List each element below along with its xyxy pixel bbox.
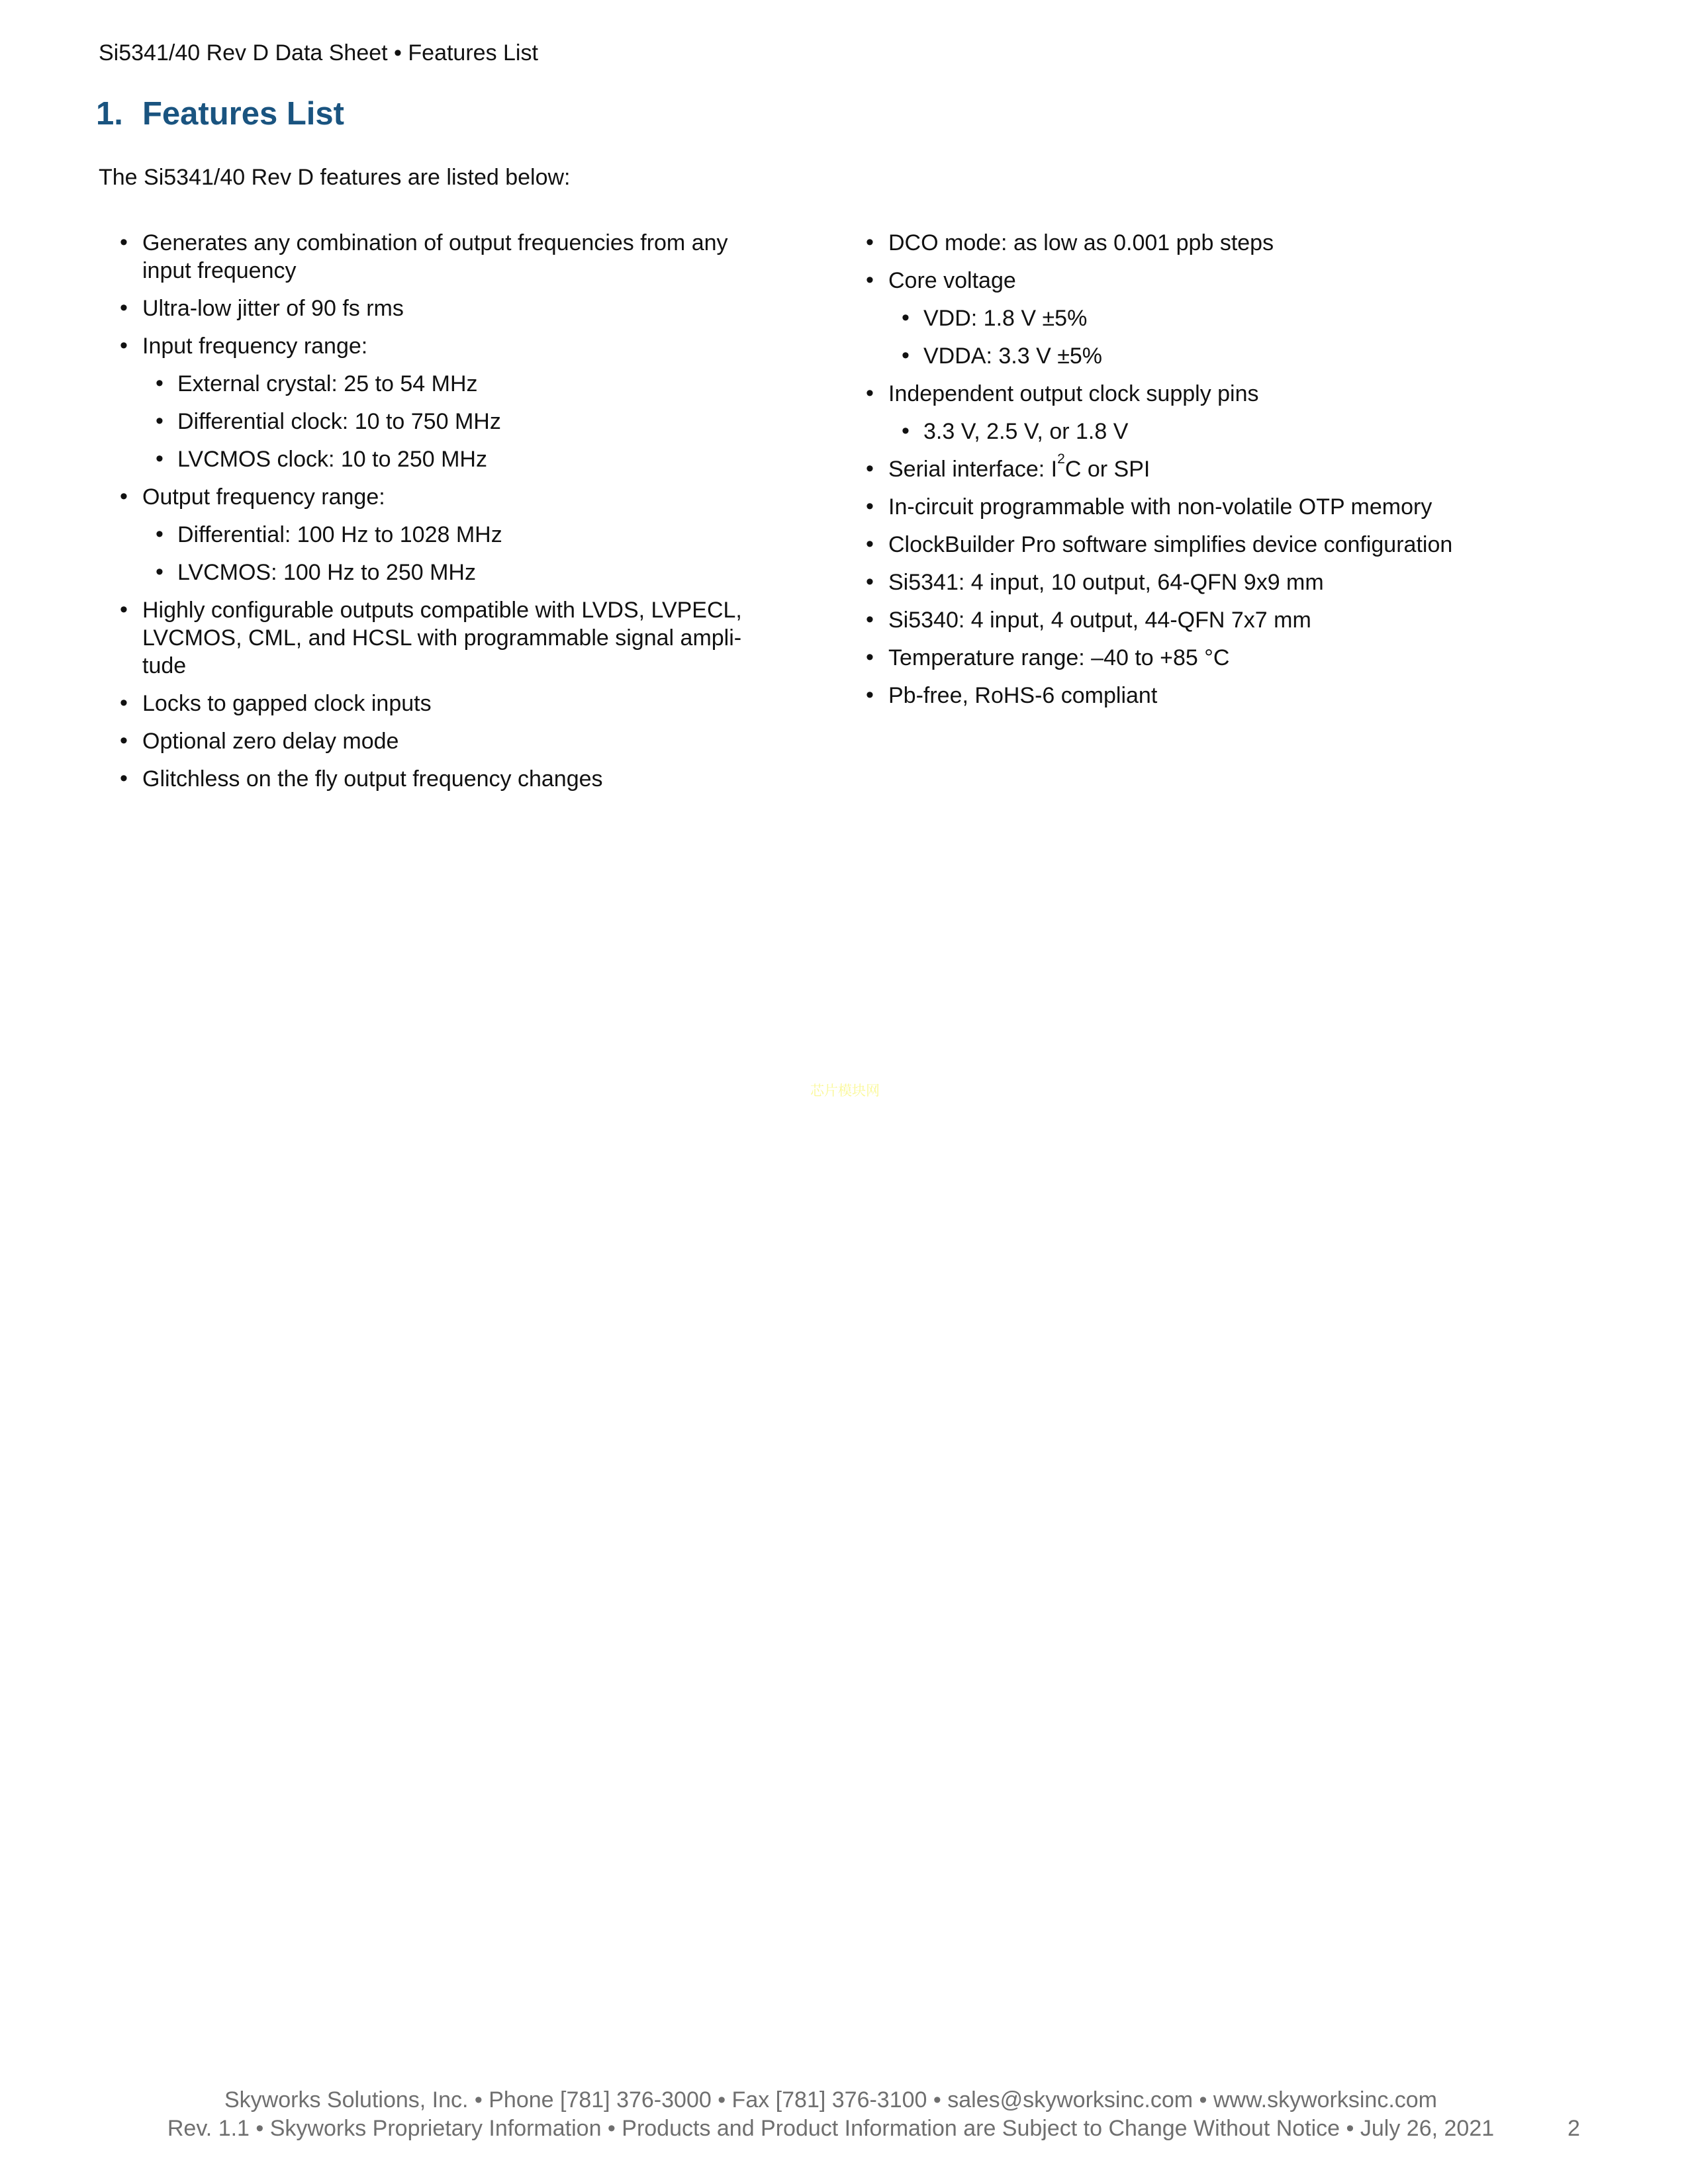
feature-item: • Optional zero delay mode bbox=[118, 727, 771, 755]
features-left-column bbox=[118, 229, 771, 803]
page-header-text: Si5341/40 Rev D Data Sheet • Features List bbox=[99, 40, 538, 66]
feature-item: • Glitchless on the fly output frequency changes bbox=[118, 765, 771, 793]
footer-revision-line: Rev. 1.1 • Skyworks Proprietary Information • Products and Product Information are Subject to Change Without Notice • July 26, 2021 bbox=[167, 2116, 1495, 2141]
feature-item: • Si5340: 4 input, 4 output, 44-QFN 7x7 mm bbox=[865, 606, 1613, 634]
feature-sublist bbox=[142, 521, 771, 586]
page-footer bbox=[26, 2086, 1635, 2143]
superscript: 2 bbox=[1057, 451, 1065, 467]
section-number: 1. bbox=[96, 96, 123, 132]
feature-item: • ClockBuilder Pro software simplifies device configuration bbox=[865, 531, 1613, 559]
feature-subitem: • LVCMOS clock: 10 to 250 MHz bbox=[154, 445, 771, 473]
feature-item: • Temperature range: –40 to +85 °C bbox=[865, 644, 1613, 672]
feature-sublist bbox=[142, 370, 771, 473]
feature-item: • Si5341: 4 input, 10 output, 64-QFN 9x9 mm bbox=[865, 569, 1613, 596]
feature-subitem: • Differential: 100 Hz to 1028 MHz bbox=[154, 521, 771, 549]
feature-subitem: • Differential clock: 10 to 750 MHz bbox=[154, 408, 771, 435]
feature-item bbox=[865, 451, 1613, 483]
feature-sublist bbox=[888, 418, 1613, 445]
feature-sublist bbox=[888, 304, 1613, 370]
feature-item: • Independent output clock supply pins • 3.3 V, 2.5 V, or 1.8 V bbox=[865, 380, 1613, 445]
feature-item: • Core voltage • VDD: 1.8 V ±5% • VDDA: 3.3 V ±5% bbox=[865, 267, 1613, 370]
feature-item: • Output frequency range: • Differential: 100 Hz to 1028 MHz • LVCMOS: 100 Hz to 250 MHz bbox=[118, 483, 771, 586]
feature-subitem: • VDDA: 3.3 V ±5% bbox=[900, 342, 1613, 370]
feature-item: • DCO mode: as low as 0.001 ppb steps bbox=[865, 229, 1613, 257]
feature-item: • Input frequency range: • External crystal: 25 to 54 MHz • Differential clock: 10 to 750 MHz • LVCMOS clock: 10 to 250 MHz bbox=[118, 332, 771, 473]
feature-subitem: • VDD: 1.8 V ±5% bbox=[900, 304, 1613, 332]
footer-contact-line: Skyworks Solutions, Inc. • Phone [781] 376-3000 • Fax [781] 376-3100 • sales@skyworksinc.com • www.skyworksinc.com bbox=[224, 2087, 1437, 2113]
feature-subitem: • LVCMOS: 100 Hz to 250 MHz bbox=[154, 559, 771, 586]
features-right-column bbox=[865, 229, 1613, 719]
feature-item-text: C or SPI bbox=[1064, 457, 1150, 482]
section-heading bbox=[96, 94, 344, 134]
feature-item: • Locks to gapped clock inputs bbox=[118, 690, 771, 717]
feature-item: • Ultra-low jitter of 90 fs rms bbox=[118, 295, 771, 322]
page-number: 2 bbox=[1568, 2116, 1580, 2141]
feature-item: • Generates any combination of output frequencies from any input frequency bbox=[118, 229, 771, 285]
intro-text: The Si5341/40 Rev D features are listed below: bbox=[99, 165, 571, 190]
feature-item: • Highly configurable outputs compatible with LVDS, LVPECL, LVCMOS, CML, and HCSL with programmable signal amplitude bbox=[118, 596, 771, 680]
feature-subitem: • 3.3 V, 2.5 V, or 1.8 V bbox=[900, 418, 1613, 445]
feature-item: • In-circuit programmable with non-volatile OTP memory bbox=[865, 493, 1613, 521]
feature-subitem: • External crystal: 25 to 54 MHz bbox=[154, 370, 771, 398]
feature-item-text: Serial interface: I bbox=[888, 457, 1058, 482]
feature-item: • Pb-free, RoHS-6 compliant bbox=[865, 682, 1613, 709]
section-title: Features List bbox=[142, 96, 344, 132]
watermark-text: 芯片模块网 bbox=[810, 1083, 880, 1099]
